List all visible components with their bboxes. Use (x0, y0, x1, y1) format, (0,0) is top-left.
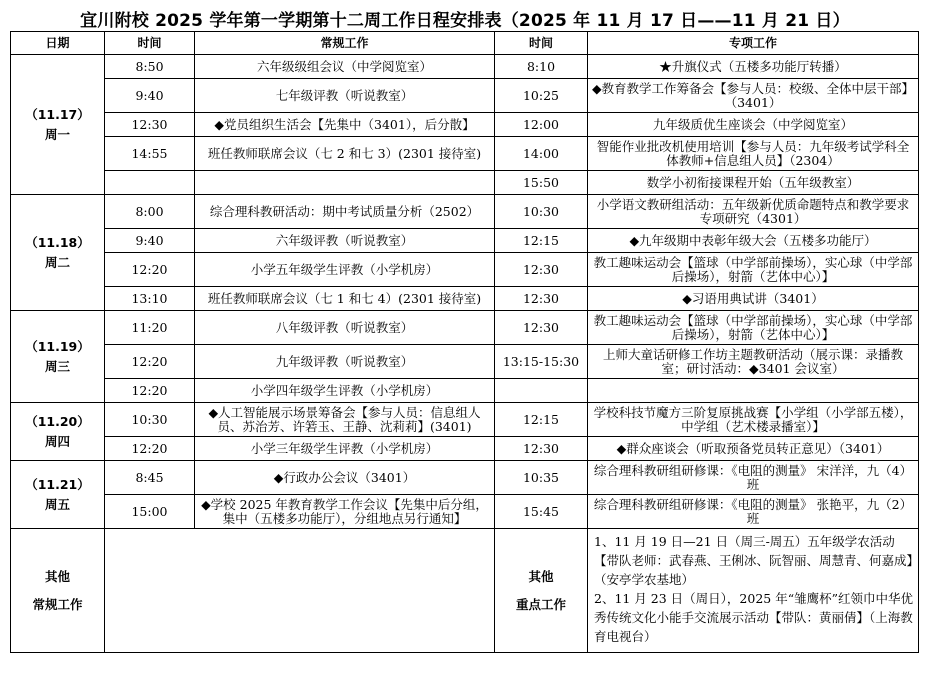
special-time: 12:30 (495, 253, 588, 287)
day-date: （11.21） (25, 476, 90, 492)
page-title: 宜川附校 2025 学年第一学期第十二周工作日程安排表（2025 年 11 月 17 日——11 月 21 日） (80, 11, 850, 31)
table-row (11, 403, 919, 437)
schedule-table (10, 31, 919, 653)
routine-time: 8:45 (105, 461, 195, 495)
routine-time: 12:20 (105, 437, 195, 461)
special-task: 教工趣味运动会【篮球（中学部前操场），实心球（中学部后操场），射箭（艺体中心）】 (588, 253, 919, 287)
routine-task: 班任教师联席会议（七 1 和七 4）(2301 接待室) (195, 287, 495, 311)
routine-time: 11:20 (105, 311, 195, 345)
routine-task: 六年级评教（听说教室） (195, 229, 495, 253)
special-task: 综合理科教研组研修课：《电阻的测量》 宋洋洋，九（4）班 (588, 461, 919, 495)
table-row (11, 55, 919, 79)
routine-time: 9:40 (105, 79, 195, 113)
day-weekday: 周四 (44, 433, 70, 449)
other-routine-label-2: 常规工作 (32, 596, 83, 612)
special-time: 12:30 (495, 287, 588, 311)
special-time: 8:10 (495, 55, 588, 79)
special-time (495, 379, 588, 403)
routine-task: ◆行政办公会议（3401） (195, 461, 495, 495)
routine-time: 9:40 (105, 229, 195, 253)
header-special: 专项工作 (588, 32, 919, 55)
table-row (11, 229, 919, 253)
routine-time: 12:20 (105, 253, 195, 287)
table-row (11, 79, 919, 113)
table-row (11, 311, 919, 345)
day-cell (11, 461, 105, 529)
special-time: 13:15-15:30 (495, 345, 588, 379)
special-time: 12:00 (495, 113, 588, 137)
special-task: 学校科技节魔方三阶复原挑战赛【小学组（小学部五楼），中学组（艺术楼录播室）】 (588, 403, 919, 437)
day-date: （11.17） (25, 106, 90, 122)
header-date: 日期 (11, 32, 105, 55)
routine-task: 七年级评教（听说教室） (195, 79, 495, 113)
other-key-label (495, 529, 588, 653)
routine-task: 小学四年级学生评教（小学机房） (195, 379, 495, 403)
other-row (11, 529, 919, 653)
special-time: 12:15 (495, 403, 588, 437)
schedule-body (11, 55, 919, 653)
special-time: 10:25 (495, 79, 588, 113)
header-routine: 常规工作 (195, 32, 495, 55)
day-cell (11, 311, 105, 403)
routine-task: 九年级评教（听说教室） (195, 345, 495, 379)
special-task: 教工趣味运动会【篮球（中学部前操场），实心球（中学部后操场），射箭（艺体中心）】 (588, 311, 919, 345)
special-time: 14:00 (495, 137, 588, 171)
day-date: （11.19） (25, 338, 90, 354)
special-time: 10:35 (495, 461, 588, 495)
special-task: 智能作业批改机使用培训【参与人员：九年级考试学科全体教师+信息组人员】（2304） (588, 137, 919, 171)
special-task: 小学语文教研组活动：五年级新优质命题特点和教学要求专项研究（4301） (588, 195, 919, 229)
special-task: ◆习语用典试讲（3401） (588, 287, 919, 311)
other-key-notes (588, 529, 919, 653)
routine-time: 8:50 (105, 55, 195, 79)
routine-time: 15:00 (105, 495, 195, 529)
special-time: 12:15 (495, 229, 588, 253)
special-time: 15:50 (495, 171, 588, 195)
routine-task: 班任教师联席会议（七 2 和七 3）(2301 接待室) (195, 137, 495, 171)
table-row (11, 287, 919, 311)
special-task: ◆群众座谈会（听取预备党员转正意见）（3401） (588, 437, 919, 461)
day-cell (11, 403, 105, 461)
table-row (11, 379, 919, 403)
table-row (11, 137, 919, 171)
other-routine-label-1: 其他 (44, 568, 70, 584)
special-task: 九年级质优生座谈会（中学阅览室） (588, 113, 919, 137)
special-task: 综合理科教研组研修课：《电阻的测量》 张艳平，九（2）班 (588, 495, 919, 529)
header-time2: 时间 (495, 32, 588, 55)
day-cell (11, 195, 105, 311)
special-time: 15:45 (495, 495, 588, 529)
special-task: ★升旗仪式（五楼多功能厅转播） (588, 55, 919, 79)
routine-time: 8:00 (105, 195, 195, 229)
routine-time: 12:20 (105, 345, 195, 379)
table-row (11, 345, 919, 379)
special-time: 12:30 (495, 311, 588, 345)
table-row (11, 195, 919, 229)
table-row (11, 437, 919, 461)
table-row (11, 495, 919, 529)
day-weekday: 周三 (44, 358, 70, 374)
routine-task: 综合理科教研活动：期中考试质量分析（2502） (195, 195, 495, 229)
other-key-label-2: 重点工作 (515, 596, 566, 612)
routine-task: ◆人工智能展示场景筹备会【参与人员：信息组人员、苏治芳、许箬玉、王静、沈莉莉】(3401) (195, 403, 495, 437)
routine-time (105, 171, 195, 195)
routine-task: 小学三年级学生评教（小学机房） (195, 437, 495, 461)
special-task: 数学小初衔接课程开始（五年级教室） (588, 171, 919, 195)
routine-time: 10:30 (105, 403, 195, 437)
routine-task (195, 171, 495, 195)
other-routine-content (105, 529, 495, 653)
routine-time: 13:10 (105, 287, 195, 311)
routine-time: 12:20 (105, 379, 195, 403)
routine-time: 14:55 (105, 137, 195, 171)
header-row (11, 32, 919, 55)
note-item: 2、11 月 23 日（周日），2025 年“雏鹰杯”红领巾中华优秀传统文化小能手交流展示活动【带队：黄丽倩】（上海教育电视台） (594, 591, 914, 644)
table-row (11, 113, 919, 137)
routine-task: 小学五年级学生评教（小学机房） (195, 253, 495, 287)
special-task (588, 379, 919, 403)
day-weekday: 周二 (44, 254, 70, 270)
routine-task: ◆党员组织生活会【先集中（3401），后分散】 (195, 113, 495, 137)
day-date: （11.20） (25, 413, 90, 429)
routine-time: 12:30 (105, 113, 195, 137)
table-row (11, 171, 919, 195)
day-date: （11.18） (25, 234, 90, 250)
day-weekday: 周五 (44, 496, 70, 512)
special-time: 12:30 (495, 437, 588, 461)
routine-task: 八年级评教（听说教室） (195, 311, 495, 345)
note-item: 1、11 月 19 日—21 日（周三-周五）五年级学农活动【带队老师：武春燕、王俐冰、阮智丽、周慧青、何嘉成】（安亭学农基地） (594, 534, 913, 587)
special-time: 10:30 (495, 195, 588, 229)
routine-task: 六年级级组会议（中学阅览室） (195, 55, 495, 79)
day-cell (11, 55, 105, 195)
other-key-label-1: 其他 (528, 568, 554, 584)
table-row (11, 461, 919, 495)
routine-task: ◆学校 2025 年教育教学工作会议【先集中后分组，集中（五楼多功能厅），分组地点另行通知】 (195, 495, 495, 529)
special-task: 上师大童话研修工作坊主题教研活动（展示课：录播教室；研讨活动：◆3401 会议室） (588, 345, 919, 379)
header-time1: 时间 (105, 32, 195, 55)
table-row (11, 253, 919, 287)
special-task: ◆教育教学工作筹备会【参与人员：校级、全体中层干部】（3401） (588, 79, 919, 113)
special-task: ◆九年级期中表彰年级大会（五楼多功能厅） (588, 229, 919, 253)
other-routine-label (11, 529, 105, 653)
day-weekday: 周一 (44, 126, 70, 142)
